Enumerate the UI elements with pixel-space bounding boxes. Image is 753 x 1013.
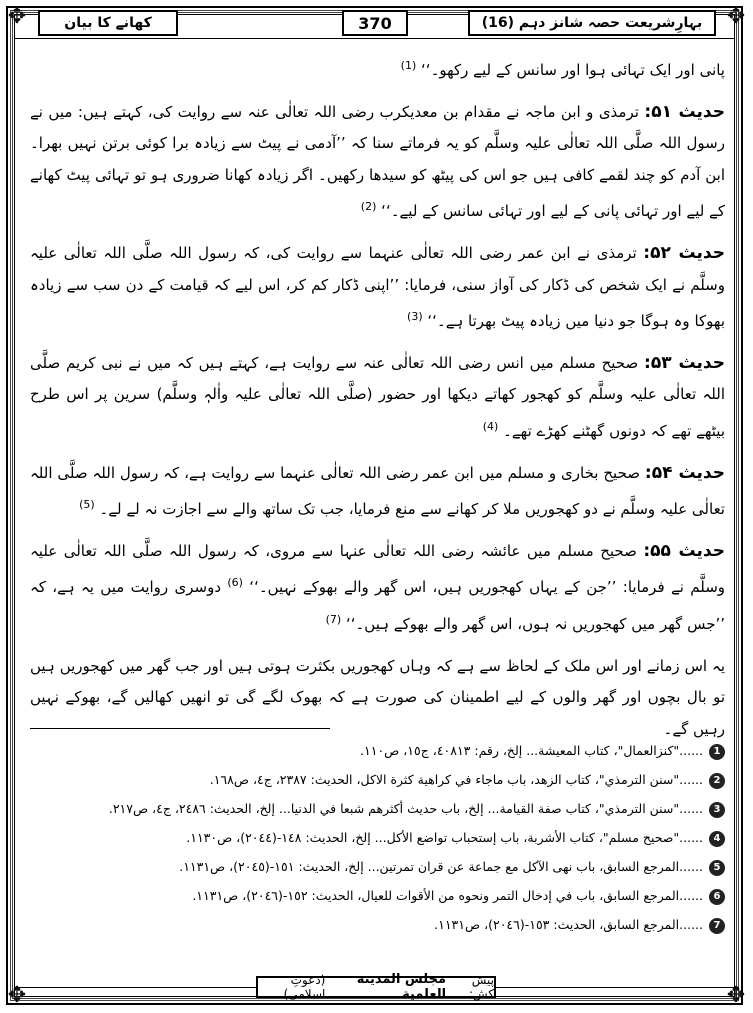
paragraph-continuation: پانی اور ایک تہائی ہوا اور سانس کے لیے رکھو۔‘‘ $^{(1)}$ [400,59,725,79]
closing-paragraph: یہ اس زمانے اور اس ملک کے لحاظ سے ہے کہ وہاں کھجوریں بکثرت ہوتی ہیں اور جب گھر میں کھجوریں ہیں تو بال بچوں اور گھر والوں کے لیے اطمینان کی صورت ہے کہ بھوک لگے گی تو انھیں کھالیں گے، بھوکے نہیں رہیں گے۔ [30,656,725,738]
footnote-item: 5......المرجع السابق، باب نهى الآكل مع جماعة عن قران تمرتين... إلخ، الحديث: ١٥١-(٢٠٤٥)، ص١١٣١. [30,852,725,881]
chapter-title: کھانے کا بیان [38,10,178,36]
footer-rule [496,987,739,988]
hadith-heading: حدیث ۵۱: [644,101,725,122]
footnote-ref: (1) [400,59,417,72]
footnote-item: 2......"سنن الترمذي"، كتاب الزهد، باب ماجاء في كراهية كثرة الاكل، الحديث: ٢٣٨٧، ج٤، ص١٦٨. [30,765,725,794]
footnote-item: 4......"صحيح مسلم"، كتاب الأشربة، باب إستحباب تواضع الأكل... إلخ، الحديث: ١٤٨-(٢٠٤٤)، ص١١٣٠. [30,823,725,852]
footnote-ref: (2) [360,200,377,214]
footnote-divider [30,728,330,729]
page-footer [0,972,753,1002]
footnote-item: 3......"سنن الترمذي"، كتاب صفة القيامة... إلخ، باب حديث أكثرهم شبعا في الدنيا... إلخ، الحديث: ٢٤٨٦، ج٤، ص٢١٧. [30,794,725,823]
hadith-51: حدیث ۵۱: ترمذی و ابن ماجہ نے مقدام بن معدیکرب رضی اللہ تعالٰی عنہ سے روایت کی، کہتے ہیں: میں نے رسول اللہ صلَّی اللہ تعالٰی علیہ وسلَّم کو یہ فرماتے سنا کہ ’’آدمی نے پیٹ سے زیادہ برا کوئی برتن نہیں بھرا۔ ابن آدم کو چند لقمے کافی ہیں جو اس کی پیٹھ کو سیدھا رکھیں۔ اگر زیادہ کھانا ضروری ہو تو تہائی پیٹ کھانے کے لیے اور تہائی پانی کے لیے اور تہائی سانس کے لیے۔‘‘ $^{(2)}$ [30,101,725,221]
footnote-ref: (6) [227,576,243,590]
footnote-number-badge: 5 [709,860,725,876]
page-header [0,6,753,38]
hadith-54: حدیث ۵۴: صحیح بخاری و مسلم میں ابن عمر رضی اللہ تعالٰی عنہما سے روایت ہے، کہ رسول اللہ صلَّی اللہ تعالٰی علیہ وسلَّم نے دو کھجوریں ملا کر کھانے سے منع فرمایا، جب تک ساتھ والے سے اجازت نہ لے لے۔ $^{(5)}$ [30,462,725,519]
publisher-box [256,972,496,1002]
page-number: 370 [342,10,408,36]
hadith-52: حدیث ۵۲: ترمذی نے ابن عمر رضی اللہ تعالٰی عنہما سے روایت کی، کہ رسول اللہ صلَّی اللہ تعالٰی علیہ وسلَّم نے ایک شخص کی ڈکار کی آواز سنی، فرمایا: ’’اپنی ڈکار کم کر، اس لیے کہ قیامت کے دن سب سے زیادہ بھوکا وہ ہوگا جو دنیا میں زیادہ پیٹ بھرتا ہے۔‘‘ $^{(3)}$ [30,242,725,331]
footnote-ref: (4) [482,419,499,433]
hadith-53: حدیث ۵۳: صحیح مسلم میں انس رضی اللہ تعالٰی عنہ سے روایت ہے، کہتے ہیں کہ میں نے نبی کریم صلَّی اللہ تعالٰی علیہ وسلَّم کو کھجور کھاتے دیکھا اور حضور (صلَّی اللہ تعالٰی علیہ واٰلہٖ وسلَّم) سرین پر اس طرح بیٹھے تھے کہ دونوں گھٹنے کھڑے تھے۔ $^{(4)}$ [30,352,725,440]
footnote-ref: (5) [79,498,95,512]
corner-ornament-icon: ✥ [7,4,27,29]
corner-ornament-icon: ✥ [7,983,27,1008]
footnote-number-badge: 1 [709,744,725,760]
presenter-label: پیش کش: [468,973,494,1001]
footer-rule [14,987,256,988]
footnote-item: 6......المرجع السابق، باب في إدخال التمر ونحوه من الأقوات للعيال، الحديث: ١٥٢-(٢٠٤٦)، ص١١٣١. [30,881,725,910]
hadith-heading: حدیث ۵۳: [644,352,725,373]
footnote-number-badge: 3 [709,802,725,818]
footnote-number-badge: 4 [709,831,725,847]
footnote-number-badge: 6 [709,889,725,905]
main-text [30,50,725,755]
publisher-name: مجلس المدينة العلمية [356,972,447,1002]
hadith-heading: حدیث ۵۴: [644,462,725,483]
footnotes [30,736,725,939]
corner-ornament-icon: ✥ [726,983,746,1008]
footnote-ref: (3) [407,310,423,324]
book-title: بہارِشریعت حصہ شانز دہم (16) [468,10,716,36]
header-rule [14,38,735,39]
hadith-heading: حدیث ۵۵: [643,540,725,561]
footnote-item: 1......"كنزالعمال"، كتاب المعيشة... إلخ، رقم: ٤٠٨١٣، ج١٥، ص١١٠. [30,736,725,765]
footnote-number-badge: 2 [709,773,725,789]
hadith-heading: حدیث ۵۲: [643,242,725,263]
footnote-item: 7......المرجع السابق، الحديث: ١٥٣-(٢٠٤٦)، ص١١٣١. [30,910,725,939]
footnote-number-badge: 7 [709,918,725,934]
corner-ornament-icon: ✥ [726,4,746,29]
hadith-55: حدیث ۵۵: صحیح مسلم میں عائشہ رضی اللہ تعالٰی عنہا سے مروی، کہ رسول اللہ صلَّی اللہ تعالٰی علیہ وسلَّم نے فرمایا: ’’جن کے یہاں کھجوریں ہیں، اس گھر والے بھوکے نہیں۔‘‘ $^{(6)}$ دوسری روایت میں یہ ہے، کہ ’’جس گھر میں کھجوریں نہ ہوں، اس گھر والے بھوکے ہیں۔‘‘ $^{(7)}$ [30,540,726,633]
footnote-ref: (7) [325,612,342,626]
publisher-subtitle: (دعوتِ اسلامی) [283,973,326,1001]
